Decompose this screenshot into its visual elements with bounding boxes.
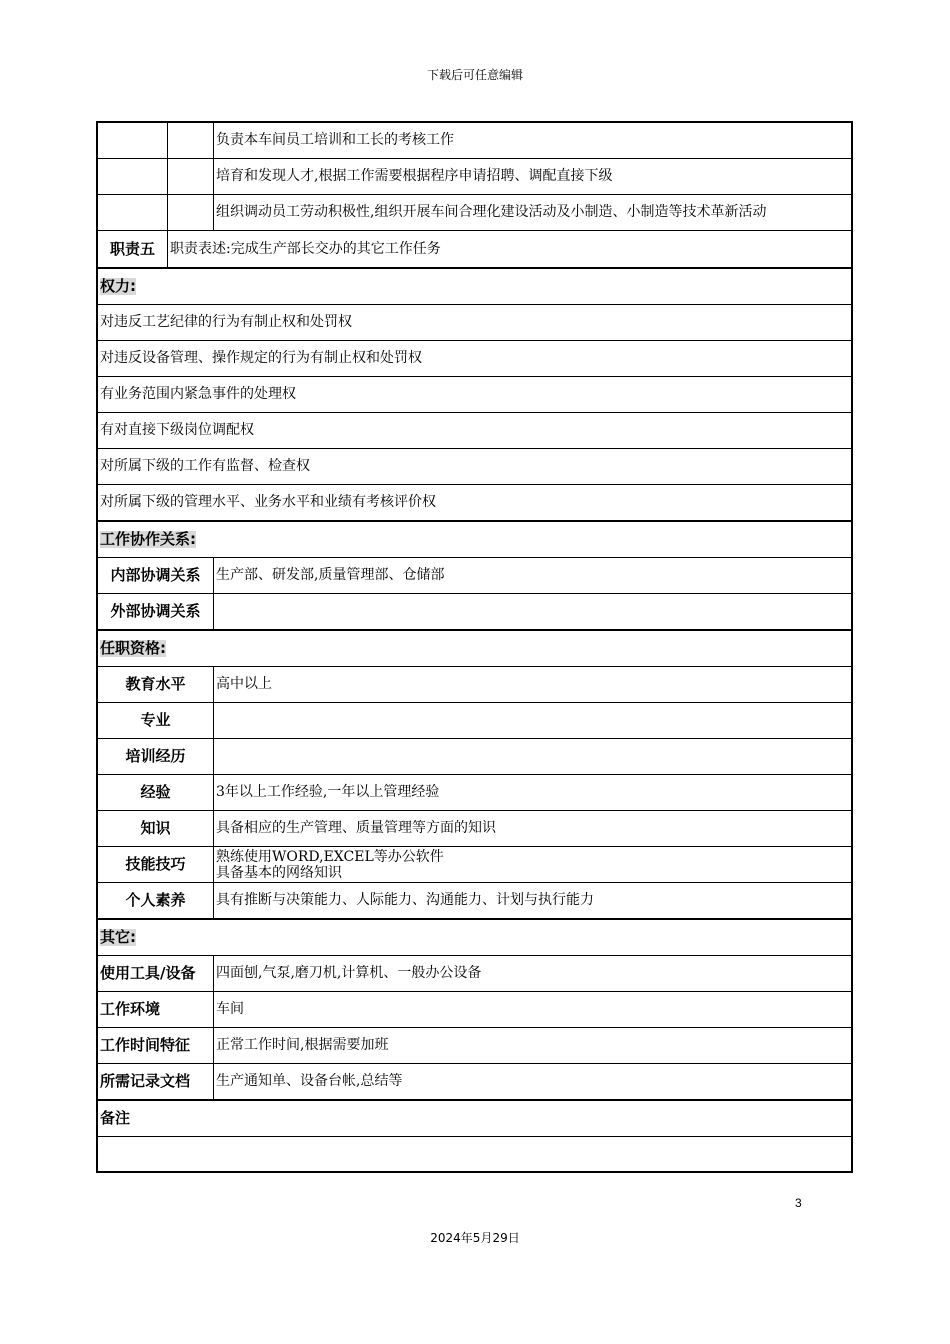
qualification-row: 培训经历 (98, 739, 851, 775)
external-relations-value (214, 594, 851, 629)
authority-title: 权力: (100, 277, 136, 295)
qualifications-section-header (98, 631, 851, 667)
authority-item: 对所属下级的管理水平、业务水平和业绩有考核评价权 (98, 485, 851, 522)
personal-quality-value: 具有推断与决策能力、人际能力、沟通能力、计划与执行能力 (216, 892, 594, 908)
personal-quality-row (98, 883, 851, 920)
relations-section-header (98, 522, 851, 558)
job-description-table (96, 121, 853, 1173)
qualification-row: 知识 具备相应的生产管理、质量管理等方面的知识 (98, 811, 851, 847)
internal-relations-value: 生产部、研发部,质量管理部、仓储部 (216, 567, 445, 583)
duty-detail-text: 负责本车间员工培训和工长的考核工作 (216, 132, 454, 148)
page-number: 3 (795, 1196, 802, 1210)
other-row: 工作环境 车间 (98, 992, 851, 1028)
duty-detail-row (98, 123, 851, 159)
skills-label: 技能技巧 (98, 847, 214, 882)
duty-detail-row (98, 159, 851, 195)
remarks-header-row (98, 1101, 851, 1137)
qualification-row: 教育水平 高中以上 (98, 667, 851, 703)
relations-title: 工作协作关系: (100, 530, 196, 548)
duty-detail-text: 培育和发现人才,根据工作需要根据程序申请招聘、调配直接下级 (216, 168, 613, 184)
other-section-header (98, 920, 851, 956)
skills-row (98, 847, 851, 883)
other-row: 工作时间特征 正常工作时间,根据需要加班 (98, 1028, 851, 1064)
duty-five-row (98, 231, 851, 269)
qualifications-title: 任职资格: (100, 639, 166, 657)
authority-item: 对违反设备管理、操作规定的行为有制止权和处罚权 (98, 341, 851, 377)
internal-relations-row (98, 558, 851, 594)
duty-detail-row (98, 195, 851, 231)
external-relations-label: 外部协调关系 (98, 594, 214, 629)
qualification-row: 专业 (98, 703, 851, 739)
footer-date: 2024年5月29日 (430, 1231, 520, 1245)
page-header: 下载后可任意编辑 (426, 68, 523, 82)
internal-relations-label: 内部协调关系 (98, 558, 214, 593)
external-relations-row (98, 594, 851, 631)
authority-item: 有对直接下级岗位调配权 (98, 413, 851, 449)
other-row: 所需记录文档 生产通知单、设备台帐,总结等 (98, 1064, 851, 1101)
duty-five-text: 职责表述:完成生产部长交办的其它工作任务 (170, 240, 441, 257)
qualification-row: 经验 3年以上工作经验,一年以上管理经验 (98, 775, 851, 811)
authority-item: 有业务范围内紧急事件的处理权 (98, 377, 851, 413)
personal-quality-label: 个人素养 (98, 883, 214, 918)
duty-five-label: 职责五 (98, 231, 168, 267)
other-title: 其它: (100, 928, 136, 946)
remarks-title: 备注 (100, 1109, 131, 1127)
skills-value: 熟练使用WORD,EXCEL等办公软件 具备基本的网络知识 (216, 848, 444, 881)
other-row: 使用工具/设备 四面刨,气泵,磨刀机,计算机、一般办公设备 (98, 956, 851, 992)
remarks-value-row (98, 1137, 851, 1171)
duty-detail-text: 组织调动员工劳动积极性,组织开展车间合理化建设活动及小制造、小制造等技术革新活动 (216, 204, 767, 220)
authority-item: 对违反工艺纪律的行为有制止权和处罚权 (98, 305, 851, 341)
authority-item: 对所属下级的工作有监督、检查权 (98, 449, 851, 485)
authority-section-header (98, 269, 851, 305)
remarks-value (98, 1137, 851, 1171)
